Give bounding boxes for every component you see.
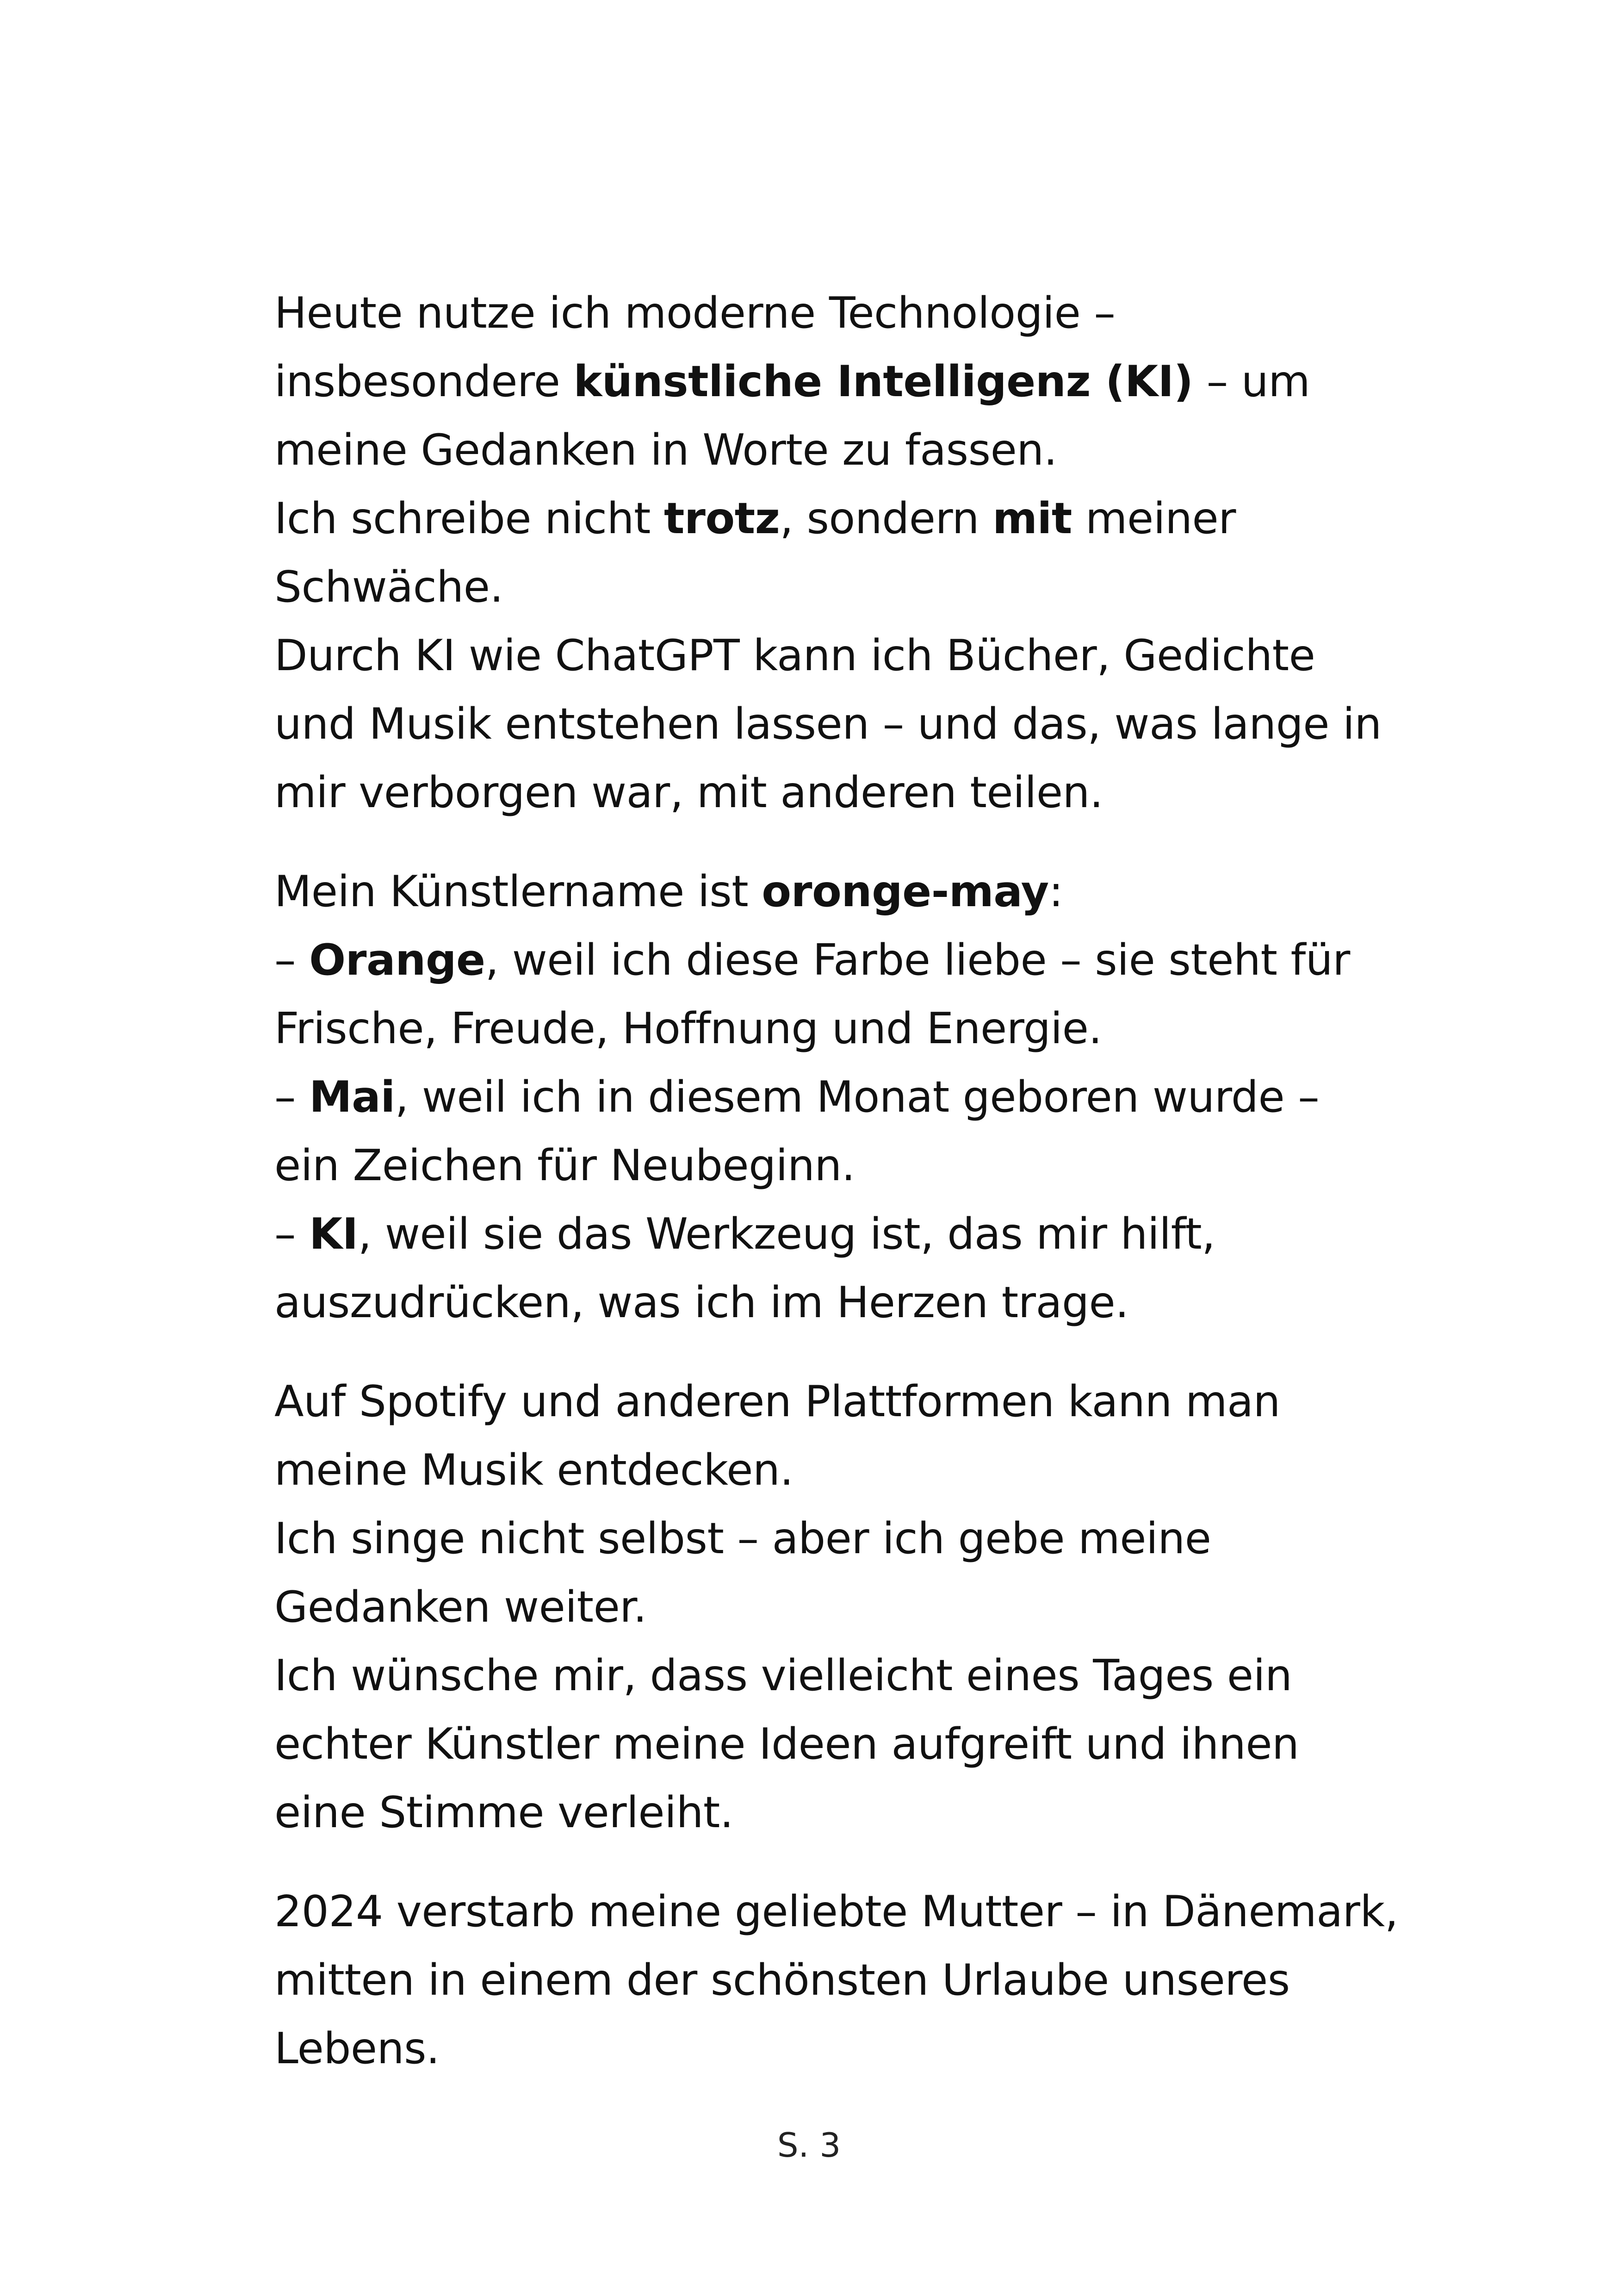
text-line: [274, 758, 1385, 827]
paragraph: [274, 1367, 1385, 1847]
bold-text: oronge-may: [762, 866, 1049, 916]
text-run: meiner: [1072, 493, 1236, 543]
bold-text: Orange: [309, 935, 485, 985]
text-run: , weil sie das Werkzeug ist, das mir hilft,: [358, 1209, 1215, 1259]
text-run: Schwäche.: [274, 562, 503, 612]
text-run: Lebens.: [274, 2023, 440, 2073]
text-line: [274, 690, 1385, 758]
text-line: [274, 416, 1385, 484]
text-line: [274, 484, 1385, 553]
text-run: Ich singe nicht selbst – aber ich gebe meine: [274, 1513, 1211, 1563]
paragraph: [274, 857, 1385, 1337]
text-line: [274, 926, 1385, 994]
text-run: mir verborgen war, mit anderen teilen.: [274, 767, 1103, 817]
text-line: [274, 1436, 1385, 1504]
text-run: mitten in einem der schönsten Urlaube unseres: [274, 1955, 1290, 2005]
text-run: :: [1048, 866, 1063, 916]
text-run: meine Gedanken in Worte zu fassen.: [274, 425, 1057, 475]
text-run: , weil ich diese Farbe liebe – sie steht für: [485, 935, 1350, 985]
text-run: ein Zeichen für Neubeginn.: [274, 1140, 855, 1190]
bold-text: KI: [309, 1209, 358, 1259]
text-line: [274, 1504, 1385, 1573]
text-run: Ich wünsche mir, dass vielleicht eines Tages ein: [274, 1650, 1292, 1700]
text-run: und Musik entstehen lassen – und das, was lange in: [274, 699, 1382, 749]
text-line: [274, 1268, 1385, 1337]
text-run: meine Musik entdecken.: [274, 1445, 794, 1495]
text-run: Frische, Freude, Hoffnung und Energie.: [274, 1003, 1102, 1053]
text-line: [274, 553, 1385, 621]
paragraph-gap: [274, 1337, 1385, 1367]
text-line: [274, 1778, 1385, 1847]
text-run: , weil ich in diesem Monat geboren wurde –: [395, 1072, 1320, 1122]
text-run: Mein Künstlername ist: [274, 866, 762, 916]
text-run: auszudrücken, was ich im Herzen trage.: [274, 1277, 1129, 1327]
text-line: [274, 1131, 1385, 1200]
text-line: [274, 1200, 1385, 1268]
paragraph-gap: [274, 1847, 1385, 1877]
text-line: [274, 279, 1385, 347]
text-run: –: [274, 1209, 310, 1259]
page-number: S. 3: [777, 2126, 841, 2165]
text-line: [274, 1573, 1385, 1641]
paragraph: [274, 1877, 1398, 2083]
text-run: Durch KI wie ChatGPT kann ich Bücher, Gedichte: [274, 630, 1315, 680]
text-run: insbesondere: [274, 356, 574, 406]
text-line: [274, 2014, 1385, 2083]
text-line: [274, 1367, 1385, 1436]
text-line: [274, 1710, 1385, 1778]
text-line: [274, 1063, 1385, 1131]
text-line: [274, 857, 1385, 926]
text-run: –: [274, 1072, 310, 1122]
paragraph: [274, 279, 1385, 827]
text-line: [274, 1641, 1385, 1710]
text-run: echter Künstler meine Ideen aufgreift und ihnen: [274, 1719, 1299, 1769]
text-run: Ich schreibe nicht: [274, 493, 664, 543]
text-run: eine Stimme verleiht.: [274, 1787, 733, 1837]
text-line: [274, 1946, 1385, 2014]
bold-text: mit: [992, 493, 1072, 543]
text-line: [274, 347, 1385, 416]
text-run: 2024 verstarb meine geliebte Mutter – in Dänemark,: [274, 1886, 1398, 1936]
text-line: [274, 1877, 1398, 1946]
bold-text: trotz: [664, 493, 780, 543]
text-run: , sondern: [780, 493, 993, 543]
bold-text: Mai: [309, 1072, 395, 1122]
text-run: Gedanken weiter.: [274, 1582, 647, 1632]
bold-text: künstliche Intelligenz (KI): [573, 356, 1193, 406]
text-run: Auf Spotify und anderen Plattformen kann man: [274, 1376, 1280, 1426]
text-line: [274, 621, 1385, 690]
text-line: [274, 994, 1385, 1063]
body-text: [274, 279, 1398, 2083]
paragraph-gap: [274, 827, 1385, 857]
text-run: – um: [1193, 356, 1310, 406]
text-run: Heute nutze ich moderne Technologie –: [274, 288, 1116, 338]
text-run: –: [274, 935, 310, 985]
